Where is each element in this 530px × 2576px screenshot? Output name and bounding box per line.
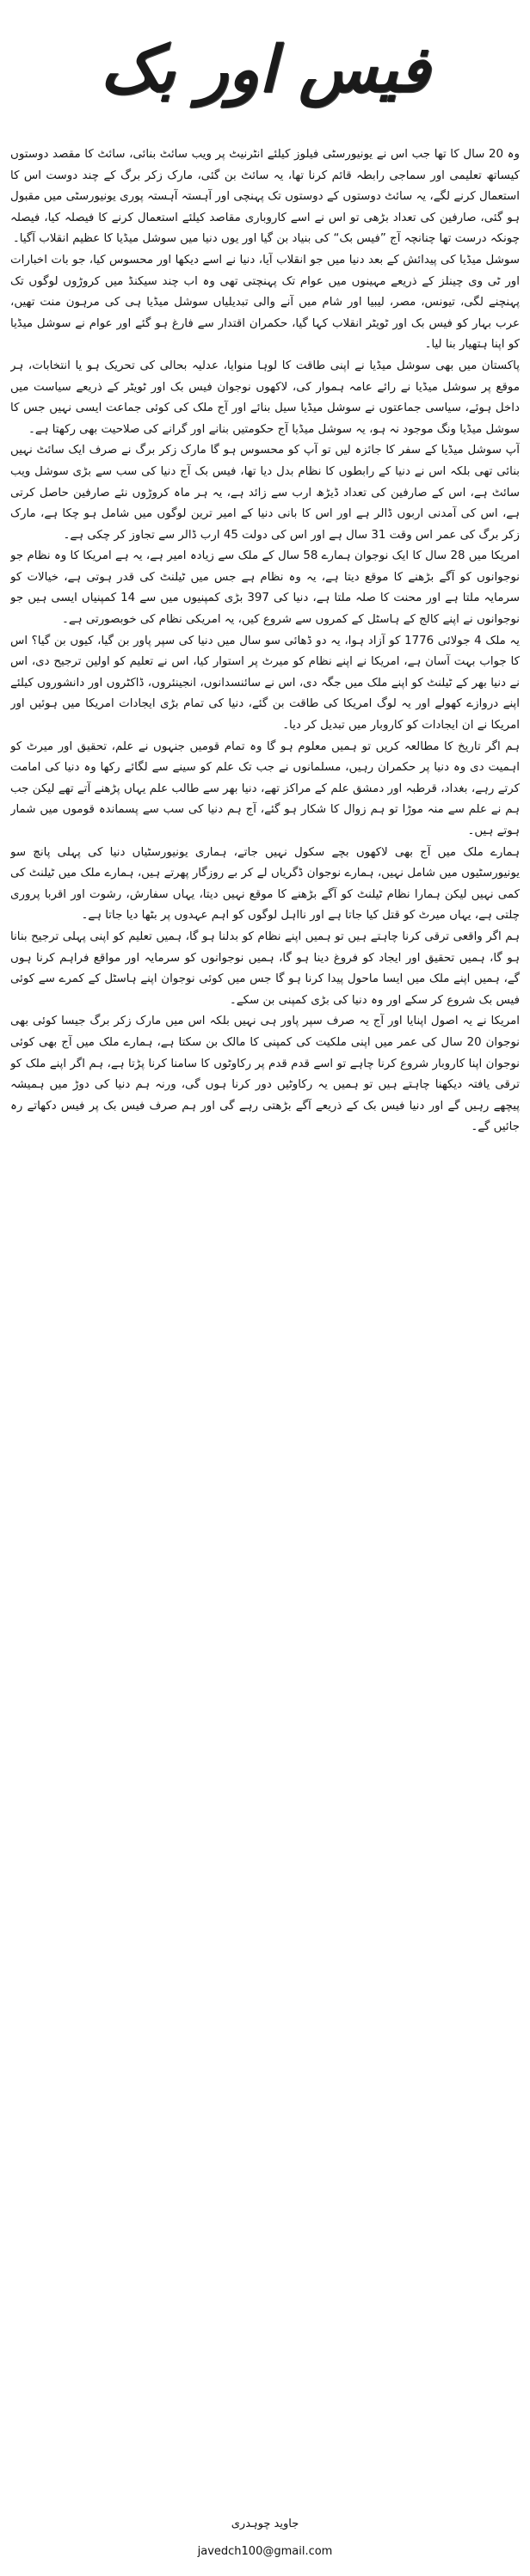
article-paragraph: ہم اگر تاریخ کا مطالعہ کریں تو ہمیں معلوم ہو گا وہ تمام قومیں جنہوں نے علم، تحقیق اور میرٹ کو اہمیت دی وہ دنیا پر حکمران رہیں، مسلمانوں نے جب تک علم کو سینے سے لگائے رکھا وہ دنیا کی امامت کرتے رہے، بغداد، قرطبہ اور دمشق علم کے مراکز تھے، دنیا بھر سے طالب علم یہاں پڑھنے آتے تھے لیکن جب ہم نے علم سے منہ موڑا تو ہم زوال کا شکار ہو گئے، آج ہم دنیا کی سب سے پسماندہ قوموں میں شمار ہوتے ہیں۔ bbox=[10, 739, 520, 837]
author-email[interactable]: javedch100@gmail.com bbox=[197, 2545, 333, 2558]
article-paragraph: امریکا میں 28 سال کا ایک نوجوان ہمارے 58 سال کے ملک سے زیادہ امیر ہے، یہ ہے امریکا کا وہ نظام جو نوجوانوں کو آگے بڑھنے کا موقع دیتا ہے، یہ وہ نظام ہے جس میں ٹیلنٹ کی قدر ہوتی ہے، خیالات کو سرمایہ ملتا ہے اور محنت کا صلہ ملتا ہے، دنیا کی 397 بڑی کمپنیوں میں سے 14 کمپنیاں ایسی ہیں جو نوجوانوں نے اپنے کالج کے ہاسٹل کے کمروں سے شروع کیں، یہ امریکی نظام کی خوبصورتی ہے۔ bbox=[10, 549, 520, 627]
article-paragraph: ہمارے ملک میں آج بھی لاکھوں بچے سکول نہیں جاتے، ہماری یونیورسٹیاں دنیا کی پہلی پانچ سو یونیورسٹیوں میں شامل نہیں، ہمارے نوجوان ڈگریاں لے کر بے روزگار پھرتے ہیں، ہمارے ملک میں ٹیلنٹ کی کمی نہیں لیکن ہمارا نظام ٹیلنٹ کو آگے بڑھنے کا موقع نہیں دیتا، یہاں سفارش، رشوت اور اقربا پروری چلتی ہے، یہاں میرٹ کو قتل کیا جاتا ہے اور نااہل لوگوں کو اہم عہدوں پر بٹھا دیا جاتا ہے۔ bbox=[10, 845, 520, 923]
article-body bbox=[10, 144, 520, 2500]
column-title: فیس اور بک bbox=[100, 33, 430, 107]
article-paragraph: یہ ملک 4 جولائی 1776 کو آزاد ہوا، یہ دو ڈھائی سو سال میں دنیا کی سپر پاور بن گیا، کیوں بن گیا؟ اس کا جواب بہت آسان ہے، امریکا نے اپنے نظام کو میرٹ پر استوار کیا، اس نے تعلیم کو اولین ترجیح دی، اس نے دنیا بھر کے ٹیلنٹ کو اپنے ملک میں جگہ دی، اس نے سائنسدانوں، انجینئروں، ڈاکٹروں اور دانشوروں کیلئے اپنے دروازے کھولے اور یہ لوگ امریکا کی طاقت بن گئے، دنیا کی تمام بڑی ایجادات امریکا میں ہوئیں اور امریکا نے ان ایجادات کو کاروبار میں تبدیل کر دیا۔ bbox=[10, 634, 520, 733]
article-paragraph: آپ سوشل میڈیا کے سفر کا جائزہ لیں تو آپ کو محسوس ہو گا مارک زکر برگ نے صرف ایک سائٹ نہیں بنائی تھی بلکہ اس نے دنیا کے رابطوں کا نظام بدل دیا تھا، فیس بک آج دنیا کی سب سے بڑی سوشل ویب سائٹ ہے، اس کے صارفین کی تعداد ڈیڑھ ارب سے زائد ہے، یہ ہر ماہ کروڑوں نئے صارفین حاصل کرتی ہے، اس کی آمدنی اربوں ڈالر ہے اور اس کا بانی دنیا کے امیر ترین لوگوں میں شامل ہو چکا ہے، مارک زکر برگ کی عمر اس وقت 31 سال ہے اور اس کی دولت 45 ارب ڈالر سے تجاوز کر چکی ہے۔ bbox=[10, 444, 520, 542]
article-paragraph: وہ 20 سال کا تھا جب اس نے یونیورسٹی فیلوز کیلئے انٹرنیٹ پر ویب سائٹ بنائی، سائٹ کا مقصد دوستوں کیساتھ تعلیمی اور سماجی رابطہ قائم کرنا تھا، یہ سائٹ بن گئی، مارک زکر برگ کے چند دوست اس کا استعمال کرنے لگے، یہ سائٹ دوستوں کے دوستوں تک پہنچی اور آہستہ آہستہ پوری یونیورسٹی میں مقبول ہو گئی، صارفین کی تعداد بڑھی تو اس نے اسے کاروباری مقاصد کیلئے استعمال کرنے کا فیصلہ کیا، فیصلہ چونکہ درست تھا چنانچہ آج ”فیس بک“ کی بنیاد بن گیا اور یوں دنیا میں سوشل میڈیا کا عظیم انقلاب آگیا۔ bbox=[10, 148, 520, 246]
article-paragraph: پاکستان میں بھی سوشل میڈیا نے اپنی طاقت کا لوہا منوایا، عدلیہ بحالی کی تحریک ہو یا انتخابات، ہر موقع پر سوشل میڈیا نے رائے عامہ ہموار کی، لاکھوں نوجوان فیس بک اور ٹویٹر کے ذریعے سیاست میں داخل ہوئے، سیاسی جماعتوں نے سوشل میڈیا سیل بنائے اور آج ملک کی کوئی جماعت ایسی نہیں جس کا سوشل میڈیا ونگ موجود نہ ہو، یہ سوشل میڈیا آج حکومتیں بنانے اور گرانے کی صلاحیت بھی رکھتا ہے۔ bbox=[10, 359, 520, 436]
column-header bbox=[0, 5, 530, 134]
article-paragraph: سوشل میڈیا کی پیدائش کے بعد دنیا میں جو انقلاب آیا، دنیا نے اسے دیکھا اور محسوس کیا، جو بات اخبارات اور ٹی وی چینلز کے ذریعے مہینوں میں عوام تک پہنچتی تھی وہ اب چند سیکنڈ میں کروڑوں لوگوں تک پہنچنے لگی، تیونس، مصر، لیبیا اور شام میں آنے والی تبدیلیاں سوشل میڈیا ہی کی مرہون منت تھیں، عرب بہار کو فیس بک اور ٹویٹر انقلاب کہا گیا، حکمران اقتدار سے فارغ ہو گئے اور عوام نے سوشل میڈیا کو اپنا ہتھیار بنا لیا۔ bbox=[10, 253, 520, 352]
author-name: جاوید چوہدری bbox=[231, 2518, 299, 2530]
article-paragraph: ہم اگر واقعی ترقی کرنا چاہتے ہیں تو ہمیں اپنے نظام کو بدلنا ہو گا، ہمیں تعلیم کو اپنی پہلی ترجیح بنانا ہو گا، ہمیں تحقیق اور ایجاد کو فروغ دینا ہو گا، ہمیں نوجوانوں کو سرمایہ اور مواقع فراہم کرنا ہوں گے، ہمیں اپنے ملک میں ایسا ماحول پیدا کرنا ہو گا جس میں کوئی نوجوان اپنے ہاسٹل کے کمرے سے کوئی فیس بک شروع کر سکے اور وہ دنیا کی بڑی کمپنی بن سکے۔ bbox=[10, 929, 520, 1007]
article-paragraph: امریکا نے یہ اصول اپنایا اور آج یہ صرف سپر پاور ہی نہیں بلکہ اس میں مارک زکر برگ جیسا کوئی بھی نوجوان 20 سال کی عمر میں اپنی ملکیت کی کمپنی کا مالک بن سکتا ہے، ہمارے ملک میں آج بھی کوئی نوجوان اپنا کاروبار شروع کرنا چاہے تو اسے قدم قدم پر رکاوٹوں کا سامنا کرنا پڑتا ہے، ہم اگر اپنے ملک کو ترقی یافتہ دیکھنا چاہتے ہیں تو ہمیں یہ رکاوٹیں دور کرنا ہوں گی، ورنہ ہم دنیا کی دوڑ میں ہمیشہ پیچھے رہیں گے اور دنیا فیس بک کے ذریعے آگے بڑھتی رہے گی اور ہم صرف فیس بک پر فیس دکھاتے رہ جائیں گے۔ bbox=[10, 1015, 520, 1134]
